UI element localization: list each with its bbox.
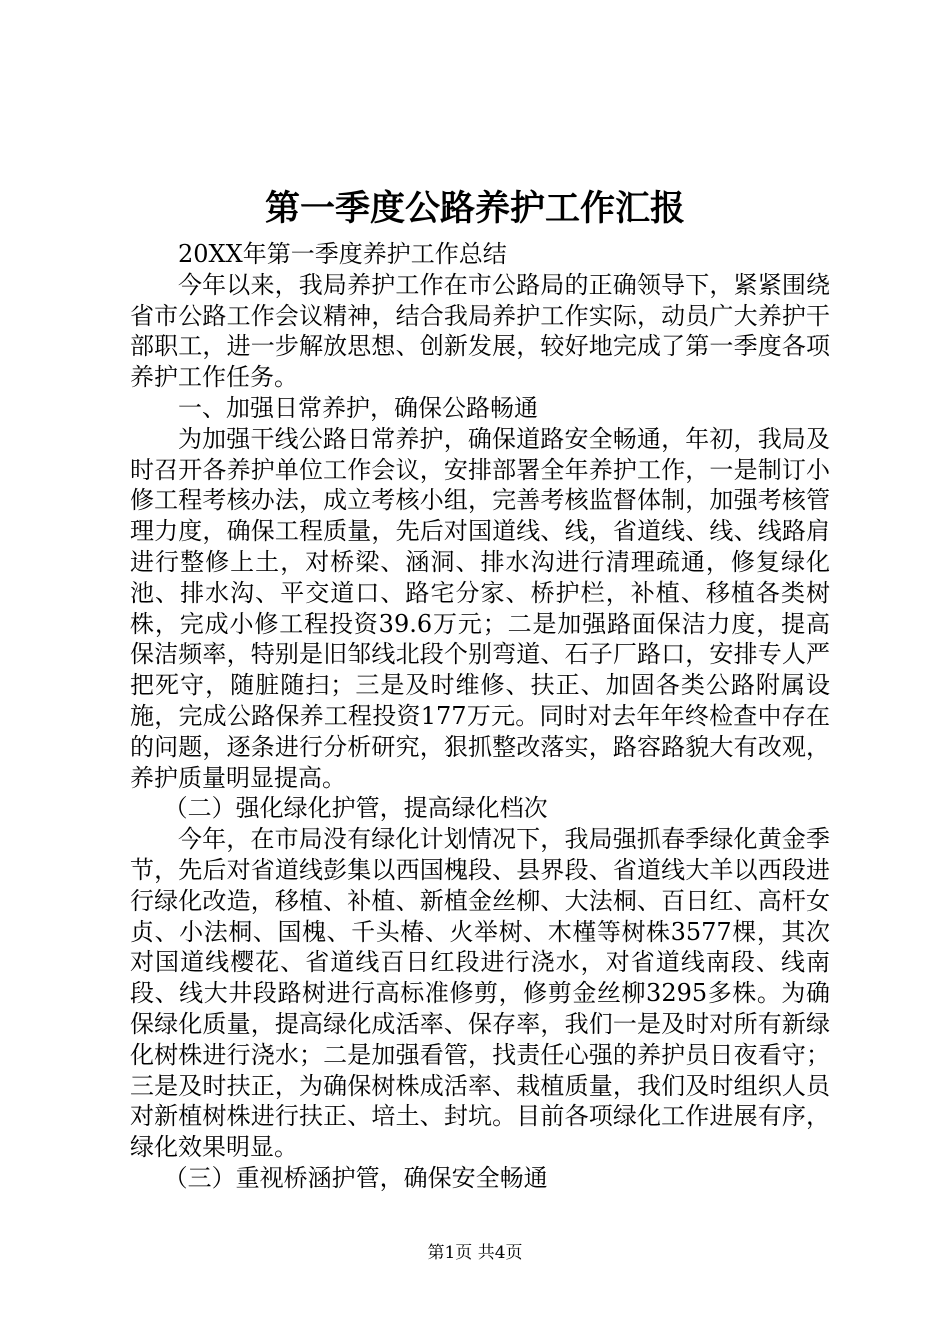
- document-title: 第一季度公路养护工作汇报: [264, 188, 685, 229]
- section-heading-1: 一、加强日常养护，确保公路畅通: [178, 393, 538, 422]
- section-heading-2: （二）强化绿化护管，提高绿化档次: [163, 794, 548, 823]
- subtitle-paragraph: 20XX年第一季度养护工作总结: [178, 240, 507, 268]
- section-2-paragraph: 今年，在市局没有绿化计划情况下，我局强抓春季绿化黄金季节，先后对省道线彭集以西国槐段、县界段、省道线大羊以西段进行绿化改造，移植、补植、新植金丝柳、大法桐、百日红、高杆女贞、小法桐、国槐、千头椿、火举树、木槿等树株3577棵，其次对国道线樱花、省道线百日红段进行浇水，对省道线南段、线南段、线大井段路树进行高标准修剪，修剪金丝柳3295多株。为确保绿化质量，提高绿化成活率、保存率，我们一是及时对所有新绿化树株进行浇水；二是加强看管，找责任心强的养护员日夜看守；三是及时扶正，为确保树株成活率、栽植质量，我们及时组织人员对新植树株进行扶正、培土、封坑。目前各项绿化工作进展有序，绿化效果明显。: [130, 825, 830, 1162]
- document-body: [130, 239, 830, 1194]
- page-number-footer: 第1页 共4页: [427, 1243, 523, 1263]
- section-1-paragraph: 为加强干线公路日常养护，确保道路安全畅通，年初，我局及时召开各养护单位工作会议，安排部署全年养护工作，一是制订小修工程考核办法，成立考核小组，完善考核监督体制，加强考核管理力度，确保工程质量，先后对国道线、线，省道线、线、线路肩进行整修上土，对桥梁、涵洞、排水沟进行清理疏通，修复绿化池、排水沟、平交道口、路宅分家、桥护栏，补植、移植各类树株，完成小修工程投资39.6万元；二是加强路面保洁力度，提高保洁频率，特别是旧邹线北段个别弯道、石子厂路口，安排专人严把死守，随脏随扫；三是及时维修、扶正、加固各类公路附属设施，完成公路保养工程投资177万元。同时对去年年终检查中存在的问题，逐条进行分析研究，狠抓整改落实，路容路貌大有改观，养护质量明显提高。: [130, 424, 830, 792]
- intro-paragraph: 今年以来，我局养护工作在市公路局的正确领导下，紧紧围绕省市公路工作会议精神，结合我局养护工作实际，动员广大养护干部职工，进一步解放思想、创新发展，较好地完成了第一季度各项养护工作任务。: [130, 270, 830, 392]
- section-heading-3: （三）重视桥涵护管，确保安全畅通: [163, 1163, 548, 1192]
